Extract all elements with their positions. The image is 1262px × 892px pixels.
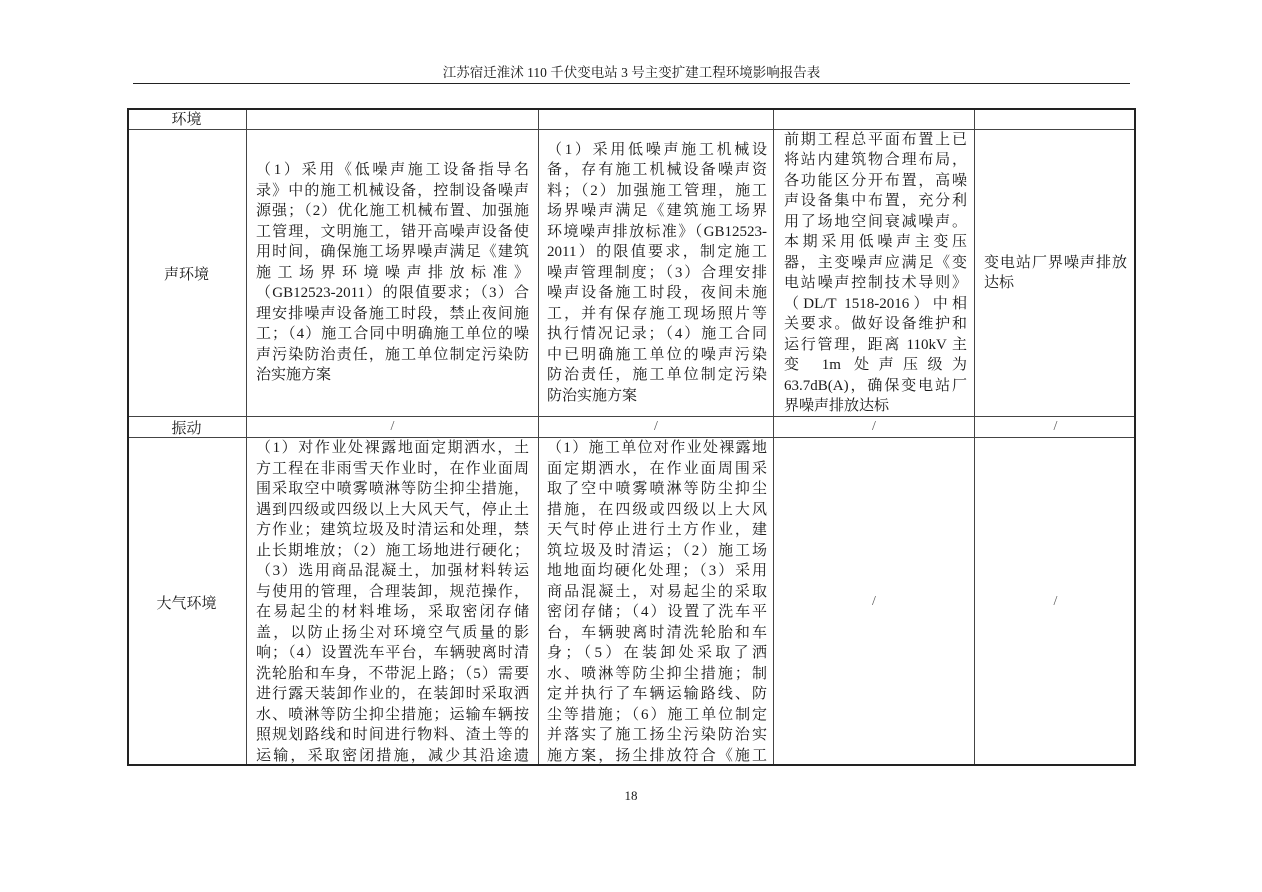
text-line: 噪声管理制度；（3）合理安排 (547, 264, 767, 281)
text-line: 备，存有施工机械设备噪声资 (547, 162, 767, 179)
text-line: 电站噪声控制技术导则》 (784, 275, 967, 291)
text-line: 场界噪声满足《建筑施工场界 (547, 203, 767, 220)
text-line: 方作业；建筑垃圾及时清运和处理，禁 (256, 522, 529, 538)
text-line: 变 1m 处声压级为 (784, 357, 967, 373)
text-line: 防治实施方案 (547, 387, 638, 404)
text-line: 界噪声排放达标 (784, 398, 890, 414)
text-line: 达标 (984, 275, 1015, 291)
vibration-cell-col4: / (774, 417, 975, 438)
air-cell-col5: / (1053, 594, 1058, 609)
text-line: 工管理，文明施工，错开高噪声设备使 (256, 223, 529, 240)
text-line: 声设备集中布置，充分利 (784, 193, 967, 209)
text-line: 环境噪声排放标准》（GB12523- (547, 223, 767, 240)
table-cell (247, 108, 539, 130)
text-line: 工，并有保存施工现场照片等 (547, 305, 767, 322)
page-number: 18 (624, 788, 638, 803)
measures-table (127, 108, 1136, 766)
row-label-vibration: 振动 (127, 417, 247, 438)
noise-cell-col5 (975, 130, 1136, 417)
text-line: 用了场地空间衰减噪声。 (784, 213, 967, 230)
text-line: 措施，在四级或四级以上大风 (547, 501, 767, 518)
text-line: 前期工程总平面布置上已 (784, 131, 967, 148)
text-line: 尘等措施；（6）施工单位制定 (547, 706, 767, 723)
text-line: （DL/T 1518-2016）中相 (784, 295, 967, 312)
text-line: 水、喷淋等防尘抑尘措施；运输车辆按 (256, 706, 529, 723)
text-line: 身；（5）在装卸处采取了洒 (547, 645, 767, 661)
text-line: 中已明确施工单位的噪声污染 (547, 346, 767, 363)
text-line: 水、喷淋等防尘抑尘措施；制 (547, 665, 767, 682)
row-label-environment: 环境 (127, 108, 247, 130)
text-line: 噪声设备施工时段，夜间未施 (547, 285, 767, 302)
text-line: 地地面均硬化处理；（3）采用 (547, 563, 767, 579)
text-line: 声污染防治责任，施工单位制定污染防 (256, 346, 529, 363)
text-line: （GB12523-2011）的限值要求；（3）合 (256, 285, 529, 302)
text-line: 遇到四级或四级以上大风天气，停止土 (256, 501, 529, 518)
text-line: 并落实了施工扬尘污染防治实 (547, 727, 767, 743)
table-cell (539, 108, 774, 130)
row-label-noise: 声环境 (127, 130, 247, 417)
page-header-title: 江苏宿迁淮沭 110 千伏变电站 3 号主变扩建工程环境影响报告表 (133, 62, 1130, 84)
noise-cell-col4 (774, 130, 975, 417)
text-line: 器，主变噪声应满足《变 (784, 254, 967, 271)
text-line: 止长期堆放；（2）施工场地进行硬化； (256, 542, 529, 559)
text-line: 63.7dB(A)，确保变电站厂 (784, 377, 967, 394)
text-line: 台，车辆驶离时清洗轮胎和车 (547, 624, 767, 641)
text-line: 用时间，确保施工场界噪声满足《建筑 (256, 244, 529, 261)
text-line: 源强；（2）优化施工机械布置、加强施 (256, 203, 529, 220)
vibration-cell-col2: / (247, 417, 539, 438)
air-cell-col3 (539, 438, 774, 766)
text-line: （1）采用低噪声施工机械设 (547, 141, 767, 158)
text-line: 防治责任，施工单位制定污染 (547, 367, 767, 384)
text-line: 商品混凝土，对易起尘的采取 (547, 583, 767, 600)
text-line: 理安排噪声设备施工时段，禁止夜间施 (256, 305, 529, 322)
text-line: 围采取空中喷雾喷淋等防尘抑尘措施， (256, 481, 529, 497)
text-line: 各功能区分开布置，高噪 (784, 172, 967, 189)
text-line: 定并执行了车辆运输路线、防 (547, 686, 767, 702)
table-cell (774, 108, 975, 130)
text-line: 工；（4）施工合同中明确施工单位的噪 (256, 326, 529, 343)
noise-cell-col3 (539, 130, 774, 417)
text-line: 面定期洒水，在作业面周围采 (547, 460, 767, 477)
text-line: 料；（2）加强施工管理，施工 (547, 182, 767, 199)
text-line: 洗轮胎和车身，不带泥上路；（5）需要 (256, 665, 529, 682)
text-line: 执行情况记录；（4）施工合同 (547, 326, 767, 343)
text-line: 密闭存储；（4）设置了洗车平 (547, 604, 767, 620)
noise-cell-col2 (247, 130, 539, 417)
text-line: 运输，采取密闭措施，减少其沿途遗 (256, 747, 529, 764)
text-line: 天气时停止进行土方作业，建 (547, 522, 767, 538)
text-line: （1）施工单位对作业处裸露地 (547, 440, 767, 456)
air-cell-col4: / (774, 438, 975, 766)
text-line: （3）选用商品混凝土，加强材料转运 (256, 563, 529, 579)
text-line: 变电站厂界噪声排放 (984, 254, 1127, 271)
text-line: 进行露天装卸作业的，在装卸时采取洒 (256, 686, 529, 702)
text-line: 关要求。做好设备维护和 (784, 316, 967, 332)
text-line: 本期采用低噪声主变压 (784, 234, 967, 250)
text-line: （1）采用《低噪声施工设备指导名 (256, 162, 529, 179)
table-cell (975, 108, 1136, 130)
text-line: 盖，以防止扬尘对环境空气质量的影 (256, 624, 529, 641)
text-line: 运行管理，距离 110kV 主 (784, 336, 967, 353)
row-label-air: 大气环境 (127, 438, 247, 766)
text-line: 与使用的管理，合理装卸，规范操作， (256, 583, 529, 600)
text-line: 将站内建筑物合理布局， (784, 152, 967, 168)
text-line: 施工场界环境噪声排放标准》 (256, 264, 529, 281)
text-line: 取了空中喷雾喷淋等防尘抑尘 (547, 481, 767, 497)
text-line: 方工程在非雨雪天作业时，在作业面周 (256, 460, 529, 477)
text-line: 响；（4）设置洗车平台，车辆驶离时清 (256, 645, 529, 661)
text-line: 2011）的限值要求，制定施工 (547, 244, 767, 261)
text-line: 照规划路线和时间进行物料、渣土等的 (256, 727, 529, 743)
text-line: 施方案，扬尘排放符合《施工 (547, 747, 767, 764)
text-line: 治实施方案 (256, 367, 332, 384)
text-line: 录》中的施工机械设备，控制设备噪声 (256, 182, 529, 199)
text-line: 在易起尘的材料堆场，采取密闭存储 (256, 604, 529, 620)
air-cell-col2 (247, 438, 539, 766)
vibration-cell-col5: / (975, 417, 1136, 438)
vibration-cell-col3: / (539, 417, 774, 438)
text-line: 筑垃圾及时清运；（2）施工场 (547, 542, 767, 559)
text-line: （1）对作业处裸露地面定期洒水，土 (256, 440, 529, 456)
